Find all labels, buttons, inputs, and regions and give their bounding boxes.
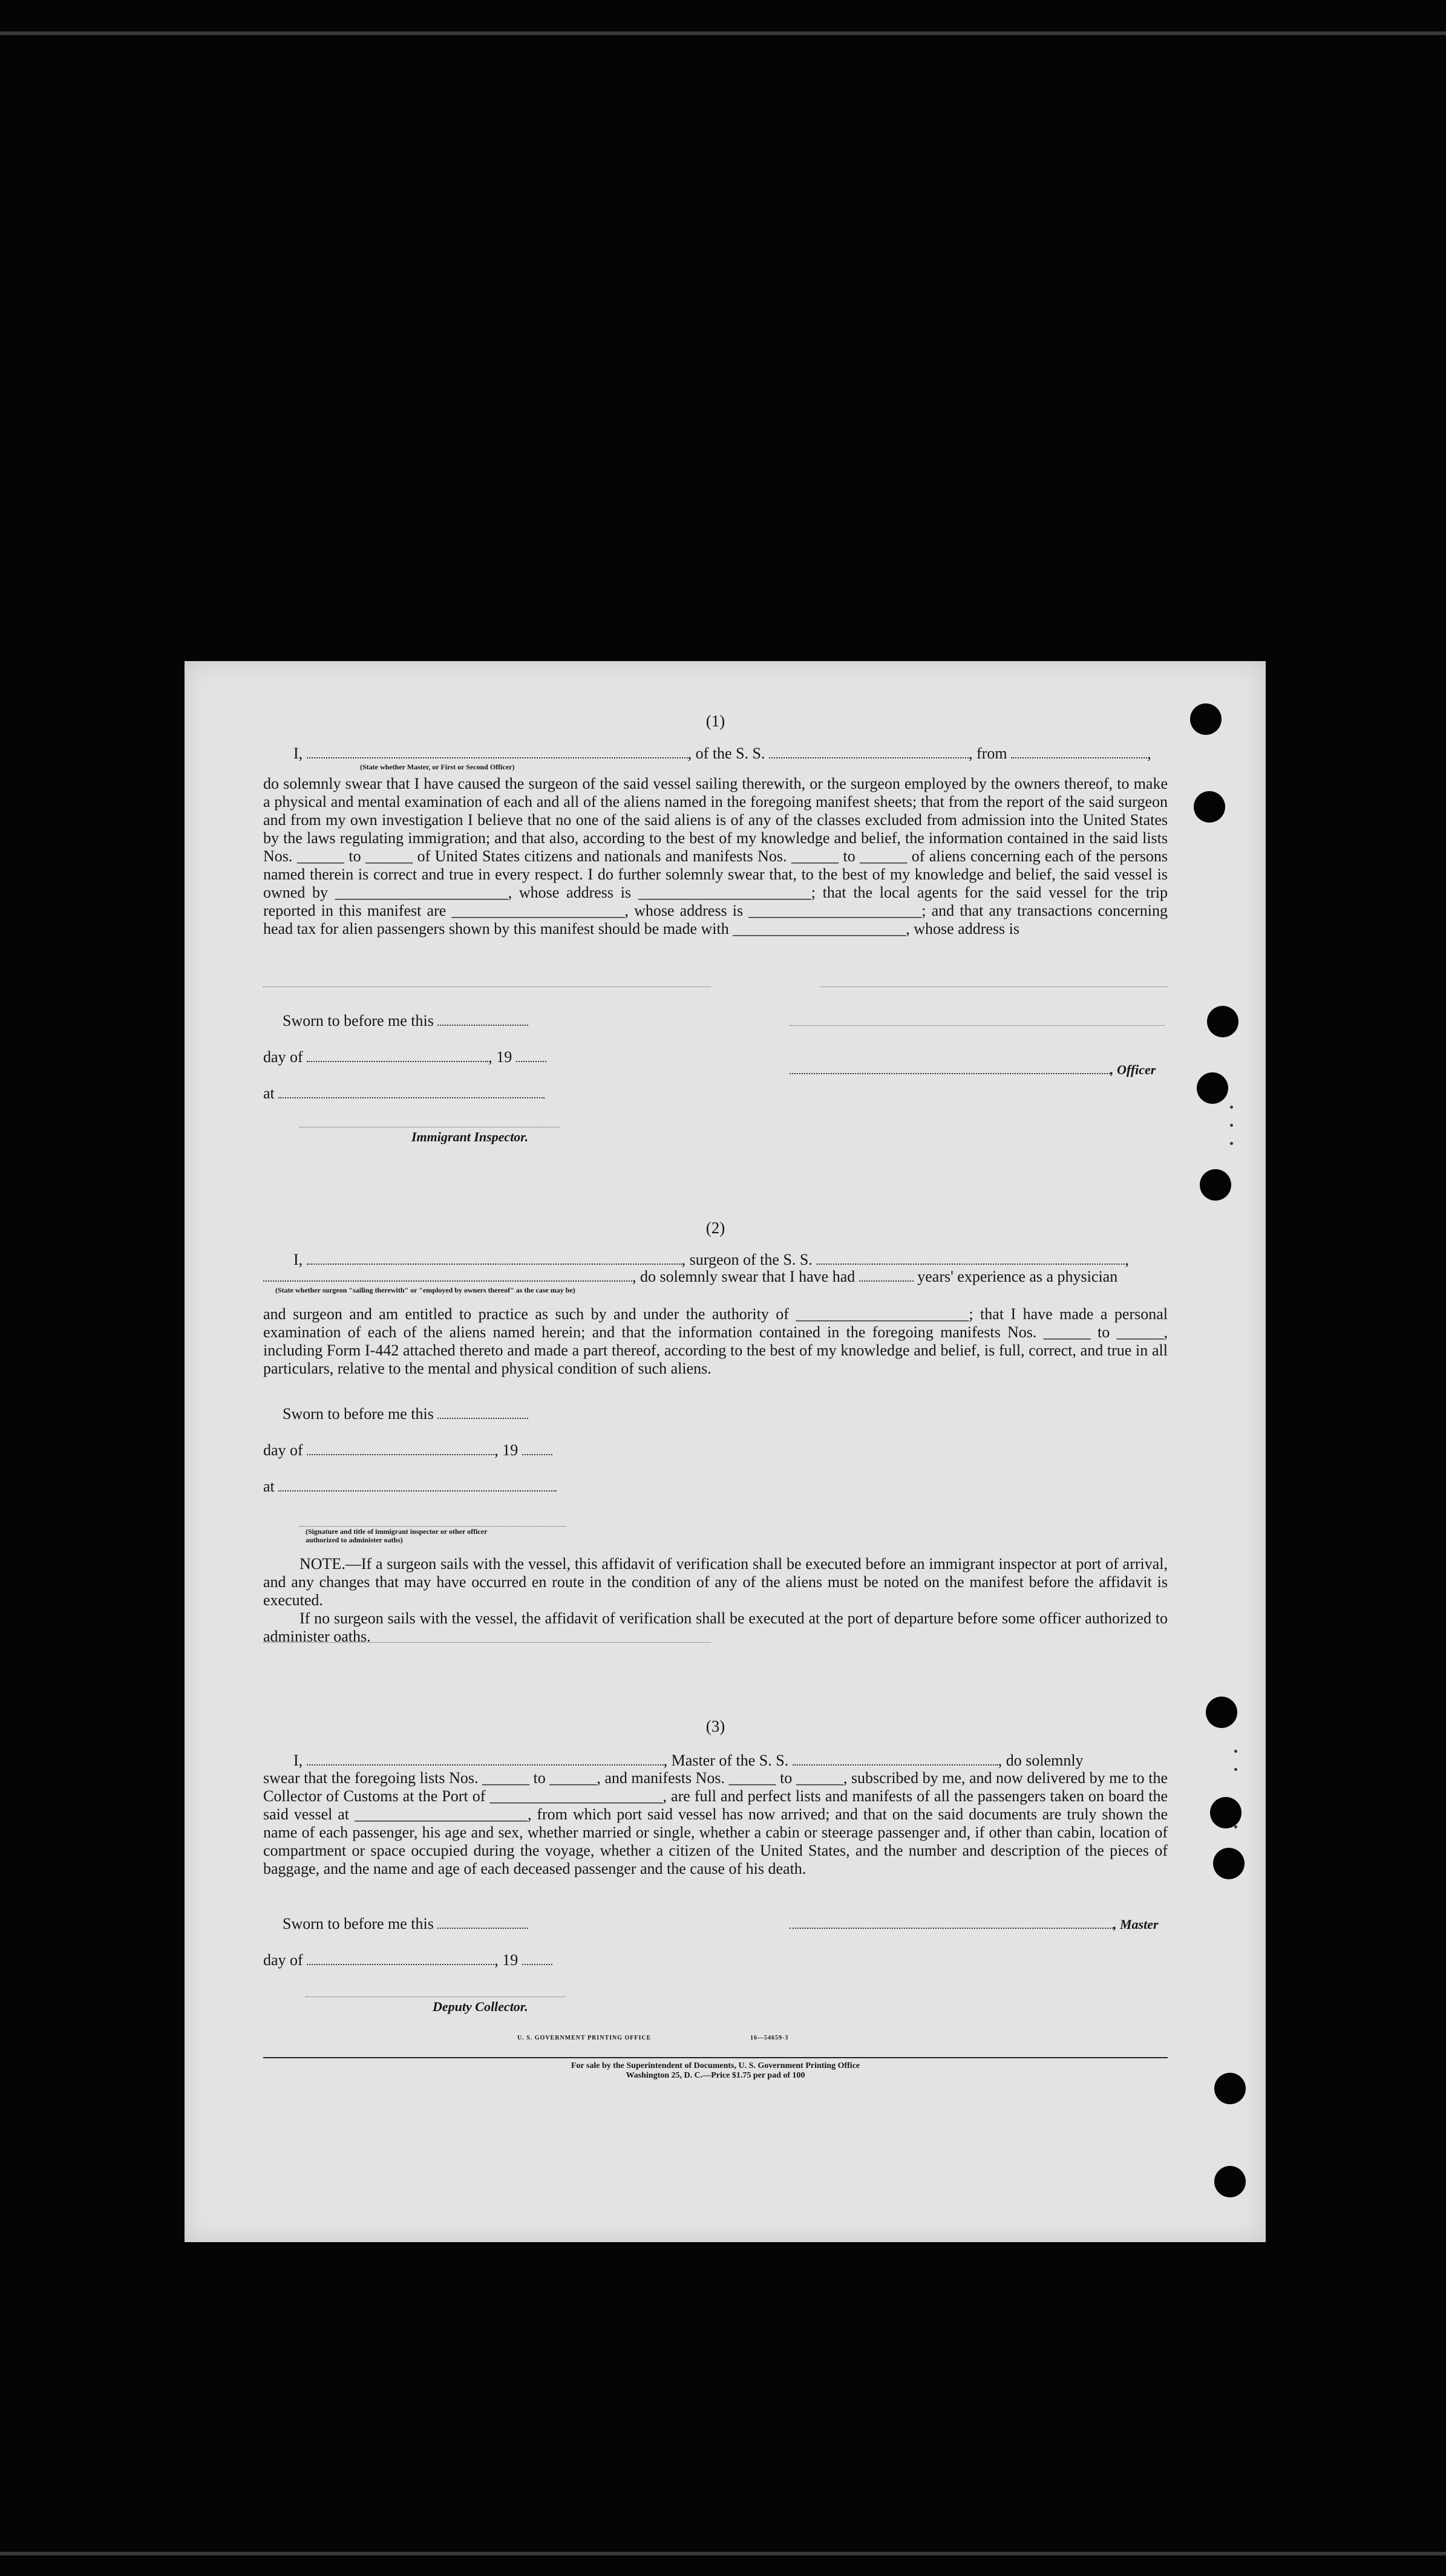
surgeon-name-blank[interactable] — [307, 1254, 682, 1265]
section-2-sworn-blank[interactable] — [437, 1408, 528, 1419]
binder-hole-6 — [1206, 1697, 1237, 1728]
section-2-body-block — [263, 1305, 1168, 1378]
section-3-day-of: day of , 19 — [263, 1951, 552, 1969]
manifest-affidavit-page — [185, 661, 1266, 2242]
binder-hole-1 — [1190, 703, 1222, 735]
section-1-rule-right — [820, 986, 1168, 987]
section-2-number: (2) — [705, 1219, 725, 1237]
section-1-i: I, — [293, 745, 303, 762]
surgeon-caption: (State whether surgeon "sailing therewith" or "employed by owners thereof" as the case may be) — [275, 1286, 575, 1294]
section-3-year-blank[interactable] — [522, 1954, 552, 1965]
section-1-sworn: Sworn to before me this — [283, 1012, 528, 1030]
years-experience-blank[interactable] — [859, 1271, 914, 1282]
binder-hole-9 — [1214, 2073, 1246, 2104]
binder-hole-10 — [1214, 2166, 1246, 2197]
film-frame-top — [0, 31, 1446, 35]
perforation-dot — [1230, 1142, 1233, 1145]
officer-signature-line — [790, 1025, 1165, 1026]
section-3-vessel-blank[interactable] — [793, 1755, 998, 1766]
section-2-vessel-blank[interactable] — [816, 1254, 1125, 1265]
section-3-day-blank[interactable] — [307, 1954, 494, 1965]
section-2-signature-line — [299, 1526, 566, 1527]
binder-hole-5 — [1200, 1169, 1231, 1201]
section-2-sworn: Sworn to before me this — [283, 1405, 528, 1423]
deputy-collector-label: Deputy Collector. — [433, 1999, 528, 2014]
section-3-master: , Master — [790, 1915, 1159, 1934]
film-frame-bottom — [0, 2552, 1446, 2555]
section-2-second-line: , do solemnly swear that I have had years' experience as a physician — [263, 1268, 1117, 1286]
perforation-dot — [1234, 1750, 1237, 1753]
printing-office-imprint: U. S. GOVERNMENT PRINTING OFFICE — [517, 2035, 652, 2041]
section-2-year-blank[interactable] — [522, 1444, 552, 1455]
master-signature-blank[interactable] — [790, 1918, 1113, 1929]
section-1-officer-title: , Officer — [790, 1060, 1156, 1079]
officer-name-blank[interactable] — [307, 748, 688, 758]
section-1-year-blank[interactable] — [516, 1051, 546, 1062]
section-2-day-blank[interactable] — [307, 1444, 494, 1455]
perforation-dot — [1230, 1106, 1233, 1109]
section-2-first-line: I, , surgeon of the S. S. , — [293, 1251, 1129, 1268]
section-1-at: at — [263, 1084, 545, 1103]
immigrant-inspector-label: Immigrant Inspector. — [411, 1129, 529, 1144]
section-1-body: do solemnly swear that I have caused the surgeon of the said vessel sailing therewith, or the surgeon employed by the owners thereof, to make a physical and mental examination of each and all of the aliens named in the foregoing manifest sheets; that from the report of the said surgeon and from my own investigation I believe that no one of the said aliens is of any of the classes excluded from admission into the United States by the laws regulating immigration; and that also, according to the best of my knowledge and belief, the information contained in the said lists Nos. ______ to ______ of United States citizens and nationals and manifests Nos. ______ to ______ of aliens concerning each of the persons named therein is correct and true in every respect. I do further solemnly swear that, to the best of my knowledge and belief, the said vessel is owned by ______________________, whose address is ______________________; that the local agents for the said vessel for the trip reported in this manifest are ______________________, whose address is ______________________; and that any transactions concerning head tax for alien passengers shown by this manifest should be made with ______________________, whose address is — [263, 775, 1168, 937]
binder-hole-4 — [1197, 1072, 1228, 1104]
master-name-blank[interactable] — [307, 1755, 664, 1766]
perforation-dot — [1234, 1825, 1237, 1828]
section-2-at: at — [263, 1478, 557, 1496]
section-3-body-block — [263, 1769, 1168, 1878]
section-2-day-of: day of , 19 — [263, 1441, 552, 1459]
section-1-ss-label: , of the S. S. — [687, 745, 765, 762]
perforation-dot — [1234, 1768, 1237, 1771]
section-3-sworn-blank[interactable] — [437, 1918, 528, 1929]
section-2-at-blank[interactable] — [278, 1481, 557, 1492]
section-1-day-blank[interactable] — [307, 1051, 488, 1062]
section-3-first-line: I, , Master of the S. S. , do solemnly — [293, 1752, 1084, 1769]
section-1-number: (1) — [705, 712, 725, 730]
vessel-name-blank[interactable] — [769, 748, 969, 758]
note-1: NOTE.—If a surgeon sails with the vessel, this affidavit of verification shall be executed before an immigrant inspector at port of arrival, and any changes that may have occurred en route in the condition of any of the aliens must be noted on the manifest before the affidavit is executed. — [263, 1555, 1168, 1609]
section-1-sworn-blank[interactable] — [437, 1015, 528, 1026]
binder-hole-3 — [1207, 1006, 1238, 1037]
binder-hole-8 — [1213, 1848, 1245, 1879]
from-port-blank[interactable] — [1011, 748, 1147, 758]
section-3-body: swear that the foregoing lists Nos. ______ to ______, and manifests Nos. ______ to ______, subscribed by me, and now delivered by me to the Collector of Customs at the Port of ______________________, are full and perfect lists and manifests of all the passengers taken on board the said vessel at ______________________, from which port said vessel has now arrived; and that on the said documents are truly shown the name of each passenger, his age and sex, whether married or single, whether a cabin or steerage passenger and, if other than cabin, location of compartment or space occupied during the voyage, whether a citizen of the United States, and the number and description of the pieces of baggage, and the name and age of each deceased passenger and the cause of his death. — [263, 1769, 1168, 1877]
binder-hole-7 — [1210, 1797, 1242, 1828]
section-1-at-blank[interactable] — [278, 1087, 545, 1098]
footer-line-1: For sale by the Superintendent of Documents, U. S. Government Printing Office — [571, 2061, 860, 2070]
form-code: 16—54659-3 — [750, 2035, 789, 2041]
section-1-from-label: , from — [969, 745, 1007, 762]
note-block — [263, 1555, 1168, 1646]
section-3-sworn: Sworn to before me this — [283, 1915, 528, 1933]
section-2-body: and surgeon and am entitled to practice as such by and under the authority of ______________________; that I have made a personal examination of each of the aliens named herein; and that the information contained in the foregoing manifests Nos. ______ to ______, including Form I-442 attached thereto and made a part thereof, according to the best of my knowledge and belief, is full, correct, and true in all particulars, relative to the mental and physical condition of such aliens. — [263, 1305, 1168, 1377]
perforation-dot — [1230, 1124, 1233, 1127]
section-1-rule — [263, 986, 711, 987]
section-1-day-of: day of , 19 — [263, 1048, 546, 1066]
surgeon-status-blank[interactable] — [263, 1271, 632, 1282]
signature-caption: (Signature and title of immigrant inspector or other officer authorized to administer oaths) — [306, 1527, 488, 1544]
binder-hole-2 — [1194, 791, 1225, 823]
note-2: If no surgeon sails with the vessel, the affidavit of verification shall be executed at the port of departure before some officer authorized to administer oaths. — [263, 1609, 1168, 1645]
footer-line-2: Washington 25, D. C.—Price $1.75 per pad of 100 — [626, 2071, 805, 2080]
section-2-end-rule — [263, 1642, 711, 1643]
section-3-number: (3) — [705, 1717, 725, 1735]
section-1-first-line: I, , of the S. S. , from , — [293, 745, 1151, 762]
officer-caption: (State whether Master, or First or Second Officer) — [360, 763, 515, 771]
officer-title-blank[interactable] — [790, 1063, 1110, 1074]
section-1-body-block — [263, 775, 1168, 938]
footer-rule — [263, 2057, 1168, 2058]
